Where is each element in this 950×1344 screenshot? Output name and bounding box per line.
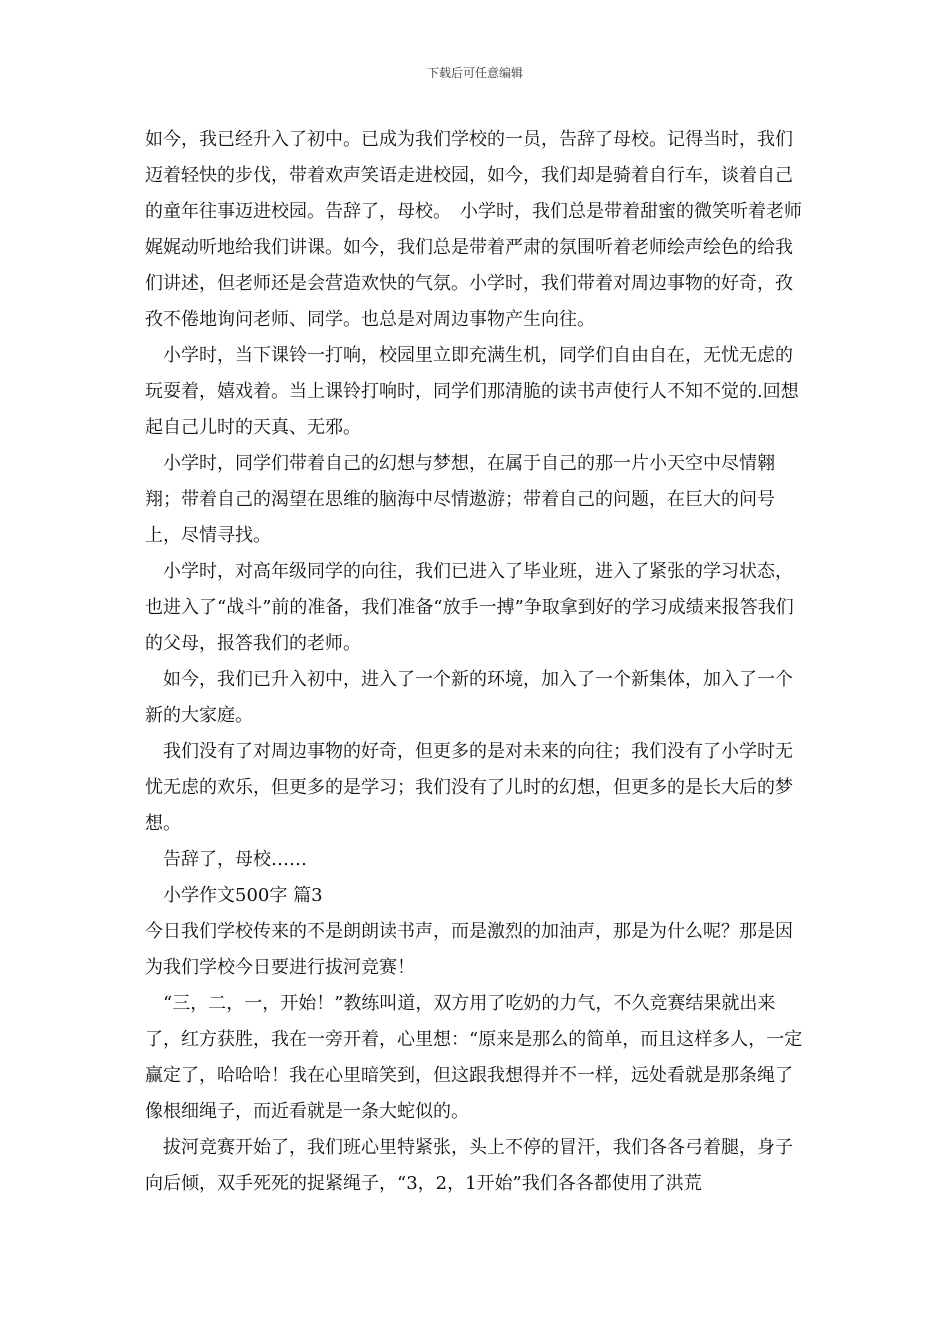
paragraph: 如今，我已经升入了初中。已成为我们学校的一员，告辞了母校。记得当时，我们迈着轻快的步伐，带着欢声笑语走进校园，如今，我们却是骑着自行车，谈着自己的童年往事迈进校园。告辞了，母校。 小学时，我们总是带着甜蜜的微笑听着老师娓娓动听地给我们讲课。如今，我们总是带着严肃的氛围听着老师绘声绘色的给我们讲述，但老师还是会营造欢快的气氛。小学时，我们带着对周边事物的好奇，孜孜不倦地询问老师、同学。也总是对周边事物产生向往。 [145, 129, 802, 330]
paragraph: 告辞了，母校…… [145, 849, 307, 870]
paragraph: 今日我们学校传来的不是朗朗读书声，而是激烈的加油声，那是为什么呢？那是因为我们学校今日要进行拔河竞赛！ [145, 921, 793, 978]
paragraph: “三，二，一，开始！”教练叫道，双方用了吃奶的力气，不久竞赛结果就出来了，红方获胜，我在一旁开着，心里想：“原来是那么的简单，而且这样多人，一定赢定了，哈哈哈！我在心里暗笑到，但这跟我想得并不一样，远处看就是那条绳了像根细绳子，而近看就是一条大蛇似的。 [145, 993, 803, 1122]
article-body [145, 122, 808, 1202]
paragraph: 如今，我们已升入初中，进入了一个新的环境，加入了一个新集体，加入了一个新的大家庭。 [145, 669, 793, 726]
paragraph: 小学时，当下课铃一打响，校园里立即充满生机，同学们自由自在，无忧无虑的玩耍着，嬉戏着。当上课铃打响时，同学们那清脆的读书声使行人不知不觉的.回想起自己儿时的天真、无邪。 [145, 345, 799, 438]
section-heading: 小学作文500字 篇3 [145, 885, 323, 906]
paragraph: 我们没有了对周边事物的好奇，但更多的是对未来的向往；我们没有了小学时无忧无虑的欢乐，但更多的是学习；我们没有了儿时的幻想，但更多的是长大后的梦想。 [145, 741, 793, 834]
paragraph: 小学时，对高年级同学的向往，我们已进入了毕业班，进入了紧张的学习状态，也进入了“战斗”前的准备，我们准备“放手一搏”争取拿到好的学习成绩来报答我们的父母，报答我们的老师。 [145, 561, 794, 654]
page-header: 下载后可任意编辑 [426, 66, 523, 80]
paragraph: 小学时，同学们带着自己的幻想与梦想，在属于自己的那一片小天空中尽情翱翔；带着自己的渴望在思维的脑海中尽情遨游；带着自己的问题，在巨大的问号上，尽情寻找。 [145, 453, 775, 546]
paragraph: 拔河竞赛开始了，我们班心里特紧张，头上不停的冒汗，我们各各弓着腿，身子向后倾，双手死死的捉紧绳子，“3，2，1开始”我们各各都使用了洪荒 [145, 1137, 793, 1194]
